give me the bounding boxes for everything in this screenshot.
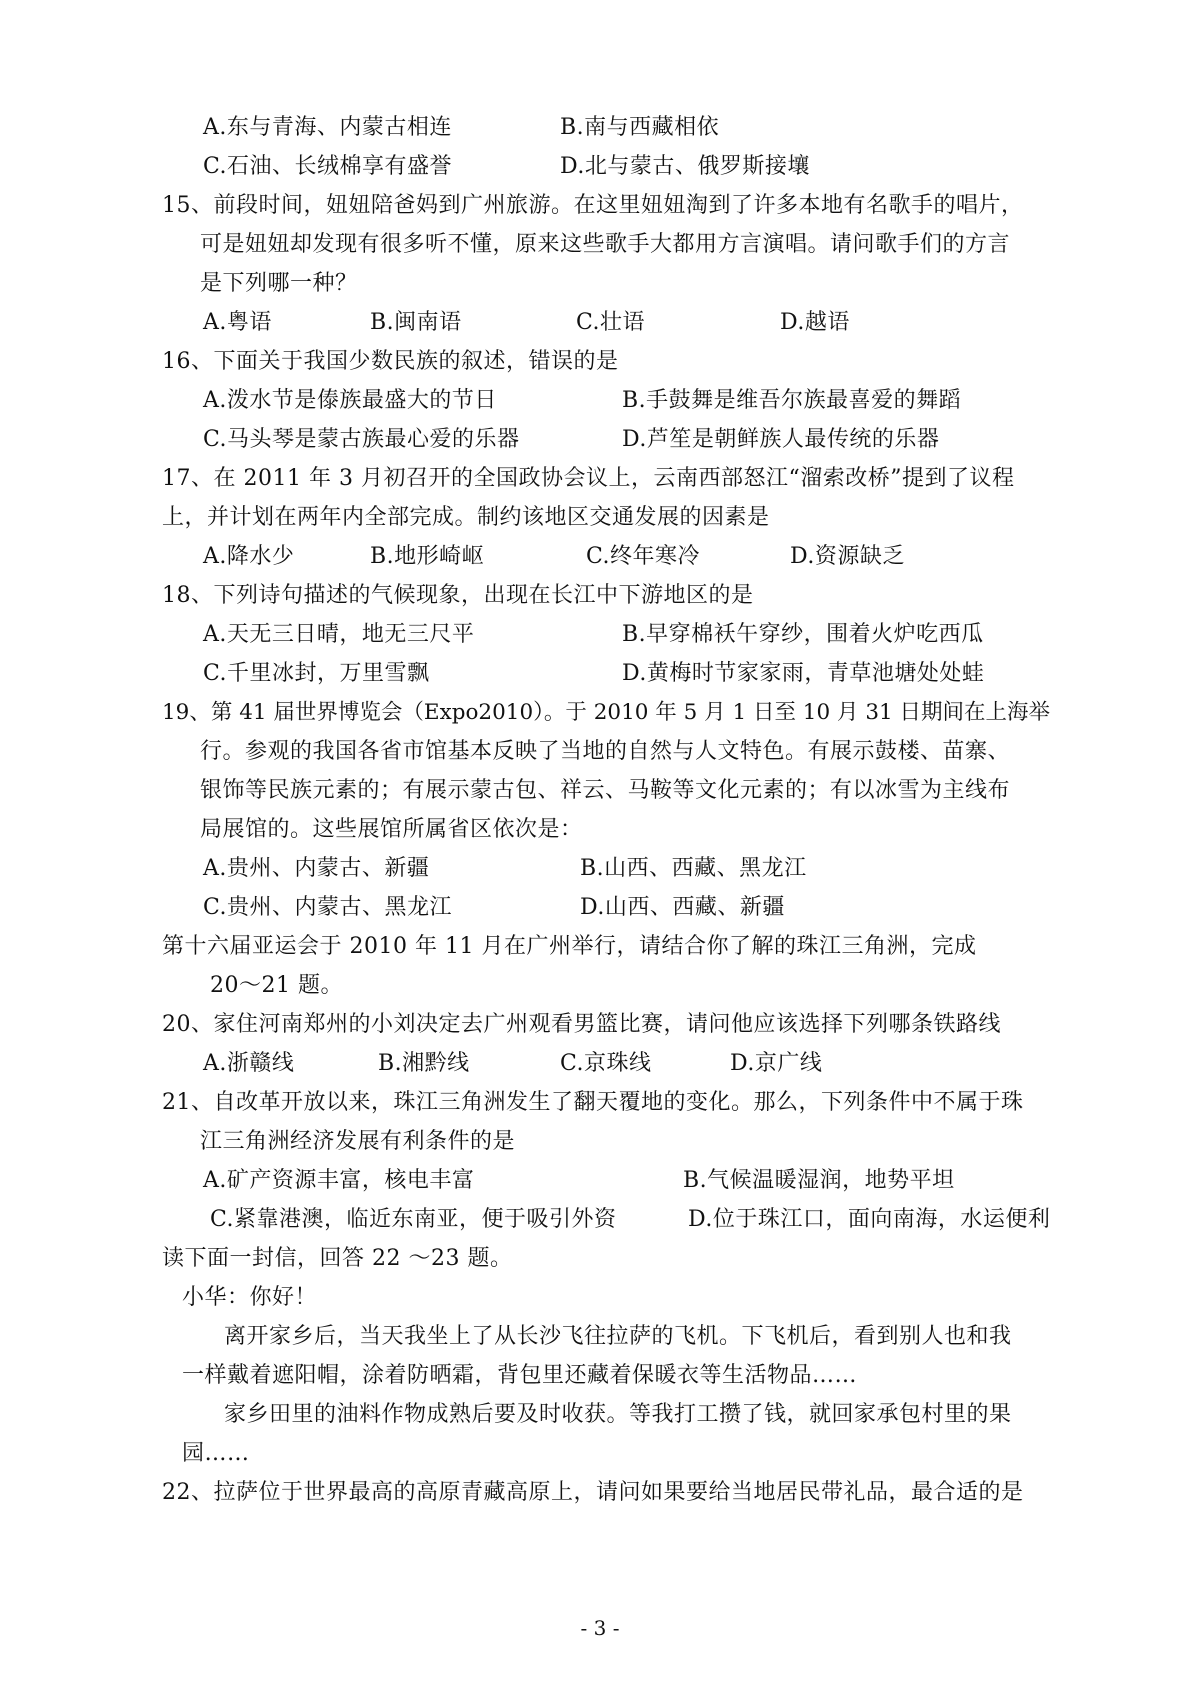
text-line-l36: 第十六届亚运会于 2010 年 11 月在广州举行，请结合你了解的珠江三角洲，完成 <box>162 934 977 959</box>
text-line-l37: 20～21 题。 <box>210 973 343 998</box>
text-line-l28: 19、第 41 届世界博览会（Expo2010）。于 2010 年 5 月 1 日至 10 月 31 日期间在上海举 <box>162 700 1051 725</box>
text-line-l34: C.贵州、内蒙古、黑龙江 <box>203 895 453 920</box>
text-line-l25: B.早穿棉袄午穿纱，围着火炉吃西瓜 <box>622 622 984 647</box>
text-line-l41: C.京珠线 <box>560 1051 652 1076</box>
text-line-l05: 15、前段时间，妞妞陪爸妈到广州旅游。在这里妞妞淘到了许多本地有名歌手的唱片， <box>162 193 1024 218</box>
page-number: - 3 - <box>580 1616 620 1640</box>
text-line-l15: C.马头琴是蒙古族最心爱的乐器 <box>203 427 520 452</box>
text-line-l40: B.湘黔线 <box>378 1051 470 1076</box>
text-line-l06: 可是妞妞却发现有很多听不懂，原来这些歌手大都用方言演唱。请问歌手们的方言 <box>200 232 1011 257</box>
text-line-l51: 离开家乡后，当天我坐上了从长沙飞往拉萨的飞机。下飞机后，看到别人也和我 <box>224 1324 1012 1349</box>
text-line-l46: B.气候温暖湿润，地势平坦 <box>683 1168 955 1193</box>
text-line-l42: D.京广线 <box>730 1051 823 1076</box>
text-line-l10: C.壮语 <box>576 310 646 335</box>
text-line-l29: 行。参观的我国各省市馆基本反映了当地的自然与人文特色。有展示鼓楼、苗寨、 <box>200 739 1011 764</box>
text-line-l26: C.千里冰封，万里雪飘 <box>203 661 430 686</box>
text-line-l13: A.泼水节是傣族最盛大的节日 <box>203 388 497 413</box>
text-line-l14: B.手鼓舞是维吾尔族最喜爱的舞蹈 <box>622 388 962 413</box>
text-line-l11: D.越语 <box>780 310 850 335</box>
text-line-l30: 银饰等民族元素的；有展示蒙古包、祥云、马鞍等文化元素的；有以冰雪为主线布 <box>200 778 1011 803</box>
text-line-l12: 16、下面关于我国少数民族的叙述，错误的是 <box>162 349 619 374</box>
text-line-l52: 一样戴着遮阳帽，涂着防晒霜，背包里还藏着保暖衣等生活物品…… <box>182 1363 858 1388</box>
text-line-l21: C.终年寒冷 <box>586 544 701 569</box>
text-line-l45: A.矿产资源丰富，核电丰富 <box>203 1168 475 1193</box>
text-line-l24: A.天无三日晴，地无三尺平 <box>203 622 475 647</box>
text-line-l23: 18、下列诗句描述的气候现象，出现在长江中下游地区的是 <box>162 583 754 608</box>
text-line-l49: 读下面一封信，回答 22 ～23 题。 <box>162 1246 513 1271</box>
text-line-l03: C.石油、长绒棉享有盛誉 <box>203 154 453 179</box>
text-line-l02: B.南与西藏相依 <box>560 115 720 140</box>
text-line-l43: 21、自改革开放以来，珠江三角洲发生了翻天覆地的变化。那么，下列条件中不属于珠 <box>162 1090 1024 1115</box>
text-line-l47: C.紧靠港澳，临近东南亚，便于吸引外资 <box>210 1207 617 1232</box>
text-line-l44: 江三角洲经济发展有利条件的是 <box>200 1129 516 1154</box>
text-line-l38: 20、家住河南郑州的小刘决定去广州观看男篮比赛，请问他应该选择下列哪条铁路线 <box>162 1012 1001 1037</box>
text-line-l54: 园…… <box>182 1441 250 1466</box>
text-line-l08: A.粤语 <box>203 310 272 335</box>
text-line-l22: D.资源缺乏 <box>790 544 905 569</box>
text-line-l07: 是下列哪一种？ <box>200 271 358 296</box>
text-line-l01: A.东与青海、内蒙古相连 <box>203 115 452 140</box>
text-line-l39: A.浙赣线 <box>203 1051 295 1076</box>
text-line-l31: 局展馆的。这些展馆所属省区依次是： <box>200 817 583 842</box>
text-line-l20: B.地形崎岖 <box>370 544 485 569</box>
text-line-l33: B.山西、西藏、黑龙江 <box>580 856 807 881</box>
text-line-l09: B.闽南语 <box>370 310 462 335</box>
text-line-l19: A.降水少 <box>203 544 295 569</box>
text-line-l04: D.北与蒙古、俄罗斯接壤 <box>560 154 810 179</box>
text-line-l27: D.黄梅时节家家雨，青草池塘处处蛙 <box>622 661 985 686</box>
text-line-l50: 小华：你好！ <box>182 1285 318 1310</box>
text-line-l18: 上，并计划在两年内全部完成。制约该地区交通发展的因素是 <box>162 505 770 530</box>
text-line-l48: D.位于珠江口，面向南海，水运便利 <box>688 1207 1051 1232</box>
text-line-l17: 17、在 2011 年 3 月初召开的全国政协会议上，云南西部怒江“溜索改桥”提到了议程 <box>162 466 1015 491</box>
text-line-l16: D.芦笙是朝鲜族人最传统的乐器 <box>622 427 940 452</box>
text-line-l53: 家乡田里的油料作物成熟后要及时收获。等我打工攒了钱，就回家承包村里的果 <box>224 1402 1012 1427</box>
text-line-l55: 22、拉萨位于世界最高的高原青藏高原上，请问如果要给当地居民带礼品，最合适的是 <box>162 1480 1024 1505</box>
text-line-l35: D.山西、西藏、新疆 <box>580 895 785 920</box>
text-line-l32: A.贵州、内蒙古、新疆 <box>203 856 430 881</box>
